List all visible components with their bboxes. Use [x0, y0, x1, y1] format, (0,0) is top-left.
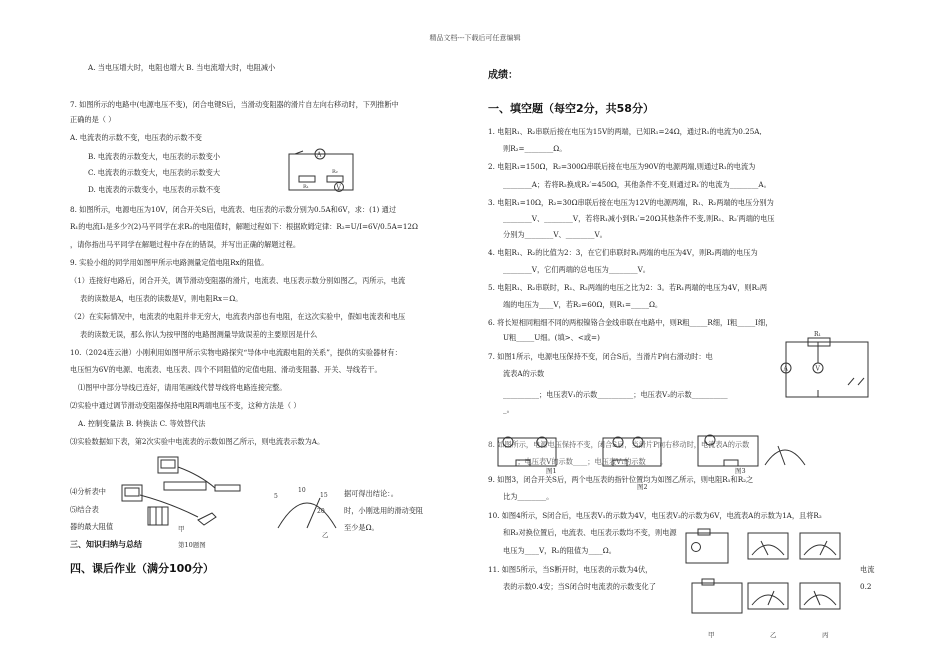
text-line: __________；电压表V₁的示数__________；电压表V₂的示数__________: [503, 390, 728, 399]
text-snippet: 据可得出结论：。: [344, 489, 398, 498]
text-line: R₁的电流I₁是多少?(2)马平同学在求R₂的电阻值时，解题过程如下：根据欧姆定律：R₂=U/I=6V/0.5A=12Ω: [70, 222, 418, 231]
text-line: ⑴图甲中部分导线已连好，请用笔画线代替导线将电路连接完整。: [78, 383, 287, 392]
question-8-right: 8. 如图所示，电源电压保持不变，闭合S后，当滑片P向右移动时，电流表A的示数: [488, 440, 750, 449]
figure-caption: 第10题图: [178, 541, 206, 549]
figure-label-bing-right: 丙: [822, 631, 829, 639]
text-line: ，请你指出马平同学在解题过程中存在的错误，并写出正确的解题过程。: [70, 240, 301, 249]
figure-label-fig3: 图3: [735, 467, 746, 475]
figure-label-yi-right: 乙: [770, 631, 777, 639]
text-line: 和R₃对换位置后，电流表、电压表示数均不变，则电源: [503, 528, 677, 537]
question-5: 5. 电阻R₁、R₂串联时，R₁、R₂两端的电压之比为2：3。若R₁两端的电压为4V，则R₂两: [488, 283, 768, 292]
option-d: D. 电流表的示数变小，电压表的示数不变: [88, 185, 221, 194]
section-heading-homework: 四、课后作业（满分100分）: [70, 562, 214, 575]
text-line: _。: [503, 405, 514, 414]
text-line: 器的最大阻值: [70, 522, 114, 531]
text-line: 流表A的示数: [503, 369, 545, 378]
question-10: 10.（2024连云港）小刚利用如图甲所示实物电路探究“导体中电流跟电阻的关系”，提供的实验器材有：: [70, 348, 402, 357]
svg-text:20: 20: [317, 508, 325, 515]
figure-label-yi: 乙: [322, 531, 329, 539]
question-9: 9. 实验小组的同学用如图甲所示电路测量定值电阻Rx的阻值。: [70, 258, 269, 267]
text-line: ________A；若将R₂换成R₂′=450Ω，其他条件不变,则通过R₁′的电流为________A。: [503, 180, 771, 189]
text-line: 表的示数0.4安；当S闭合时电流表的示数变化了: [503, 582, 656, 591]
text-line: ⑶实验数据如下表，第2次实验中电流表的示数如图乙所示，则电流表示数为A。: [70, 437, 325, 446]
question-3: 3. 电阻R₁=10Ω，R₂=30Ω串联后接在电压为12V的电源两端，R₁、R₂两端的电压分别为: [488, 198, 774, 207]
circuit-diagram-right-top: [778, 330, 878, 405]
question-2: 2. 电阻R₁=150Ω，R₂=300Ω串联后接在电压为90V的电源两端,则通过R₁的电流为: [488, 162, 756, 171]
text-line: （1）连接好电路后，闭合开关，调节滑动变阻器的滑片，电流表、电压表示数分别如图乙，丙所示，电流: [70, 276, 406, 285]
text-snippet: 电流: [860, 565, 875, 574]
svg-text:A: A: [783, 365, 788, 373]
option-c: C. 电流表的示数变大，电压表的示数变大: [88, 168, 221, 177]
text-line: ________V、________V，若将R₁减小到R₁′=20Ω其他条件不变,则R₁、R₂′两端的电压: [503, 214, 775, 223]
figure-label-jia: 甲: [178, 525, 185, 533]
svg-text:15: 15: [320, 492, 328, 499]
text-line: ____；电压表V的示数____；电压表V₁的示数____。: [503, 457, 668, 466]
svg-text:A: A: [317, 151, 322, 159]
option-a: A. 电流表的示数不变，电压表的示数不变: [70, 133, 202, 142]
question-7: 7. 如图所示的电路中(电源电压不变)，闭合电键S后，当滑动变阻器的滑片自左向右移动时，下列推断中: [70, 100, 399, 109]
svg-text:5: 5: [274, 493, 278, 500]
section-heading-fill-blank: 一、填空题（每空2分，共58分）: [488, 102, 654, 115]
voltmeter-gauge: [760, 440, 810, 470]
question-6: 6. 将长短相同粗细不同的两根镍铬合金线串联在电路中，则R粗_____R细，I粗_____I细，: [488, 318, 773, 327]
figure-label-fig1: 图1: [546, 467, 557, 475]
text-line: 比为________。: [503, 492, 554, 501]
question-9-right: 9. 如图3，闭合开关S后，两个电压表的指针位置均为如图乙所示，则电阻R₁和R₂之: [488, 475, 754, 484]
text-line: 表的读数无误，那么你认为按甲图的电路图测量导致误差的主要原因是什么: [80, 330, 318, 339]
text-line: 正确的是（ ）: [70, 115, 116, 124]
text-line: ⑵实验中通过调节滑动变阻器保持电阻R两端电压不变，这种方法是（ ）: [70, 401, 301, 410]
text-line: 电压为____V，R₂的阻值为____Ω。: [503, 546, 616, 555]
text-line: 电压恒为6V的电源、电流表、电压表、四个不同阻值的定值电阻、滑动变阻器、开关、导线若干。: [70, 365, 382, 374]
text-line: ⑸结合表: [70, 505, 99, 514]
page-header-note: 精品文档---下载后可任意编辑: [429, 34, 521, 42]
text-line: 分别为________V、________V。: [503, 230, 607, 239]
text-line: （2）在实际情况中，电流表的电阻并非无穷大，电流表内部也有电阻，在这次实验中，假如电流表和电压: [70, 312, 406, 321]
question-7-right: 7. 如图1所示，电源电压保持不变，闭合S后，当滑片P向右滑动时：电: [488, 352, 713, 361]
question-8: 8. 如图所示，电源电压为10V，闭合开关S后，电流表、电压表的示数分别为0.5A和6V，求：(1) 通过: [70, 205, 397, 214]
text-snippet: 至少是Ω。: [344, 523, 379, 532]
figure-label-jia-right: 甲: [708, 631, 715, 639]
text-line: 表的读数是A，电压表的读数是V，则电阻Rx＝Ω。: [80, 294, 243, 303]
question-11-right: 11. 如图5所示，当S断开时，电压表的示数为4伏，: [488, 565, 653, 574]
text-line: ________V，它们两端的总电压为________V。: [503, 265, 650, 274]
question-10-right: 10. 如图4所示，S闭合后，电压表V₁的示数为4V，电压表V₂的示数为6V，电流表A的示数为1A，且将R₂: [488, 511, 822, 520]
svg-text:R₂: R₂: [332, 169, 338, 175]
text-snippet: 时，小刚选用的滑动变阻: [344, 506, 424, 515]
text-line: A. 控制变量法 B. 转换法 C. 等效替代法: [78, 419, 206, 428]
svg-text:R₁: R₁: [303, 184, 309, 190]
circuit-and-meter-figures: [684, 525, 864, 630]
svg-text:V: V: [815, 365, 820, 373]
text-line: 则R₂=________Ω。: [503, 144, 567, 153]
question-1: 1. 电阻R₁、R₂串联后接在电压为15V的两端，已知R₁=24Ω，通过R₁的电流为0.25A,: [488, 127, 762, 136]
svg-text:R₁: R₁: [814, 331, 821, 338]
text-line: U粗_____U细。(填>、<或=): [503, 333, 600, 342]
figure-label-fig2: 图2: [637, 483, 648, 491]
text-line: A. 当电压增大时，电阻也增大 B. 当电流增大时，电阻减小: [88, 63, 276, 72]
text-line: 端的电压为____V，若R₂=60Ω，则R₁=_____Ω。: [503, 300, 663, 309]
section-heading-summary: 三、知识归纳与总结: [70, 540, 142, 549]
question-4: 4. 电阻R₁、R₂的比值为2：3，在它们串联时R₁两端的电压为4V，则R₂两端的电压为: [488, 248, 758, 257]
text-snippet: 0.2: [860, 582, 872, 591]
text-line: ⑷分析表中: [70, 487, 106, 496]
svg-text:V: V: [336, 184, 341, 192]
option-b: B. 电流表的示数变大，电压表的示数变小: [88, 152, 221, 161]
score-label: 成绩：: [488, 70, 518, 81]
svg-text:10: 10: [298, 487, 306, 494]
